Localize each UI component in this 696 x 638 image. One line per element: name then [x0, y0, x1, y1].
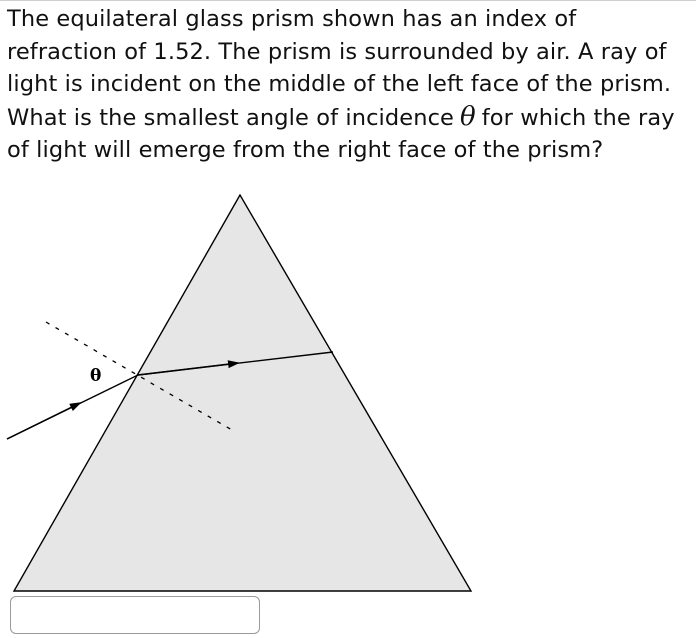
incident-ray-arrow: [7, 403, 80, 439]
theta-symbol: θ: [460, 101, 476, 132]
top-divider: [0, 0, 696, 1]
answer-input[interactable]: [10, 596, 260, 634]
question-text-part-1: The equilateral glass prism shown has an index of refraction of 1.52. The prism is surrounded by air. A ray of light is incident on the middle of the left face of the prism. What is the smallest angle of incidence: [7, 6, 672, 131]
angle-theta-label: θ: [90, 366, 102, 386]
prism-triangle: [14, 195, 471, 591]
question-text-part-2: for which the ray of light will emerge from the right face of the prism?: [7, 104, 675, 164]
question-text: [7, 3, 691, 167]
prism-diagram: [0, 190, 696, 595]
